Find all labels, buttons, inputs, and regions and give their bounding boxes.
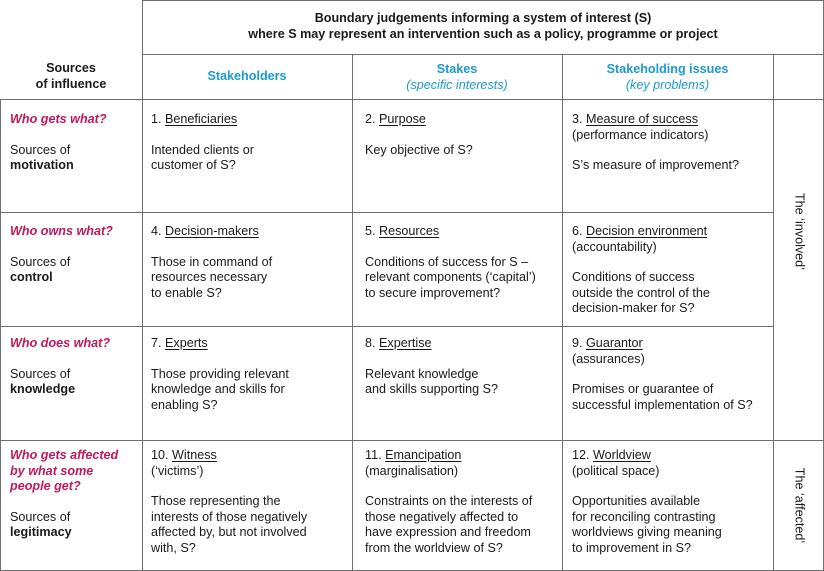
cell-body-line: to improvement in S? bbox=[572, 540, 691, 555]
row-label-motivation bbox=[10, 112, 107, 174]
cell-body-line: from the worldview of S? bbox=[365, 540, 503, 555]
column-subtitle: (key problems) bbox=[625, 77, 710, 92]
side-label-affected: The ‘affected’ bbox=[792, 467, 807, 544]
cell-title: Purpose bbox=[379, 112, 426, 126]
cell-subtitle: (political space) bbox=[572, 463, 660, 478]
row-question: Who does what? bbox=[10, 336, 111, 350]
row-source-prefix: Sources of bbox=[10, 142, 71, 157]
cell-body-line: Key objective of S? bbox=[365, 142, 473, 157]
column-header-divider bbox=[0, 99, 824, 100]
row-label-control bbox=[10, 224, 113, 286]
col-divider-3 bbox=[562, 54, 563, 571]
cell-title: Experts bbox=[165, 336, 208, 350]
row-question: Who owns what? bbox=[10, 224, 113, 238]
row-source-prefix: Sources of bbox=[10, 254, 71, 269]
cell-body-line: S’s measure of improvement? bbox=[572, 158, 740, 172]
cell-purpose bbox=[365, 112, 473, 158]
row-source-prefix: Sources of bbox=[10, 509, 71, 524]
cell-measure-of-success bbox=[572, 112, 739, 174]
cell-body-line: Conditions of success bbox=[572, 270, 695, 284]
corner-label bbox=[0, 61, 142, 92]
cell-number: 3. bbox=[572, 112, 583, 126]
corner-line-1: Sources bbox=[46, 61, 96, 75]
row-divider-3 bbox=[0, 440, 824, 441]
cell-number: 12. bbox=[572, 448, 590, 462]
cell-title: Measure of success bbox=[586, 112, 699, 126]
row-question: Who gets what? bbox=[10, 112, 107, 126]
column-header-stakeholding-issues bbox=[562, 62, 773, 93]
cell-title: Witness bbox=[172, 448, 217, 462]
cell-expertise bbox=[365, 336, 498, 398]
cell-body-line: Promises or guarantee of bbox=[572, 382, 714, 396]
cell-body-line: enabling S? bbox=[151, 397, 218, 412]
cell-title: Decision-makers bbox=[165, 224, 259, 238]
cell-title: Decision environment bbox=[586, 224, 708, 238]
corner-line-2: of influence bbox=[35, 76, 107, 91]
column-title: Stakes bbox=[436, 62, 478, 76]
cell-body-line: to secure improvement? bbox=[365, 285, 501, 300]
cell-body-line: outside the control of the bbox=[572, 285, 710, 300]
cell-body-line: to enable S? bbox=[151, 285, 222, 300]
header-title bbox=[142, 11, 824, 42]
cell-body-line: Intended clients or bbox=[151, 142, 254, 157]
cell-guarantor bbox=[572, 336, 753, 413]
cell-subtitle: (‘victims’) bbox=[151, 463, 204, 478]
cell-title: Guarantor bbox=[586, 336, 643, 350]
row-question: people get? bbox=[10, 479, 81, 493]
cell-number: 2. bbox=[365, 112, 376, 126]
cell-number: 4. bbox=[151, 224, 162, 238]
cell-body-line: Relevant knowledge bbox=[365, 366, 479, 381]
side-label-involved: The ‘involved’ bbox=[792, 192, 807, 270]
column-subtitle: (specific interests) bbox=[406, 77, 508, 92]
header-line-2: where S may represent an intervention such as a policy, programme or project bbox=[248, 26, 718, 41]
left-border bbox=[0, 99, 1, 571]
cell-body-line: and skills supporting S? bbox=[365, 382, 499, 396]
cell-body-line: those negatively affected to bbox=[365, 509, 519, 524]
cell-beneficiaries bbox=[151, 112, 254, 174]
row-label-legitimacy bbox=[10, 448, 118, 541]
cell-number: 11. bbox=[365, 448, 382, 462]
cell-title: Resources bbox=[379, 224, 440, 238]
row-label-knowledge bbox=[10, 336, 110, 398]
row-source: motivation bbox=[10, 158, 74, 172]
cell-subtitle: (assurances) bbox=[572, 351, 645, 366]
row-source: legitimacy bbox=[10, 525, 72, 539]
cell-body-line: knowledge and skills for bbox=[151, 382, 285, 396]
column-title: Stakeholders bbox=[207, 69, 287, 83]
cell-body-line: customer of S? bbox=[151, 158, 236, 172]
cell-title: Emancipation bbox=[385, 448, 462, 462]
cell-body-line: successful implementation of S? bbox=[572, 397, 753, 412]
cell-body-line: worldviews giving meaning bbox=[572, 525, 722, 539]
cell-subtitle: (marginalisation) bbox=[365, 463, 459, 478]
cell-number: 6. bbox=[572, 224, 583, 238]
cell-body-line: decision-maker for S? bbox=[572, 301, 695, 315]
cell-subtitle: (performance indicators) bbox=[572, 127, 709, 142]
col-divider-1 bbox=[142, 0, 143, 571]
row-source: knowledge bbox=[10, 382, 76, 396]
cell-witness bbox=[151, 448, 307, 556]
cell-body-line: with, S? bbox=[151, 540, 196, 555]
cell-resources bbox=[365, 224, 536, 301]
cell-body-line: relevant components (‘capital’) bbox=[365, 270, 536, 284]
cell-body-line: Those providing relevant bbox=[151, 366, 289, 381]
cell-subtitle: (accountability) bbox=[572, 239, 657, 254]
row-source-prefix: Sources of bbox=[10, 366, 71, 381]
cell-decision-makers bbox=[151, 224, 272, 301]
cell-title: Expertise bbox=[379, 336, 432, 350]
cell-emancipation bbox=[365, 448, 532, 556]
cell-number: 1. bbox=[151, 112, 162, 126]
top-border bbox=[142, 0, 824, 1]
cell-title: Worldview bbox=[593, 448, 651, 462]
row-divider-2 bbox=[0, 326, 773, 327]
col-divider-2 bbox=[352, 54, 353, 571]
cell-number: 7. bbox=[151, 336, 162, 350]
cell-number: 9. bbox=[572, 336, 583, 350]
cell-decision-environment bbox=[572, 224, 710, 317]
cell-body-line: Those representing the bbox=[151, 494, 281, 508]
cell-body-line: interests of those negatively bbox=[151, 509, 308, 524]
header-line-1: Boundary judgements informing a system of interest (S) bbox=[314, 11, 652, 25]
row-source: control bbox=[10, 270, 53, 284]
cell-body-line: Opportunities available bbox=[572, 494, 701, 508]
cell-body-line: affected by, but not involved bbox=[151, 525, 307, 539]
cell-body-line: have expression and freedom bbox=[365, 525, 531, 539]
cell-worldview bbox=[572, 448, 722, 556]
cell-experts bbox=[151, 336, 289, 413]
column-title: Stakeholding issues bbox=[606, 62, 729, 76]
cell-body-line: resources necessary bbox=[151, 270, 268, 284]
cell-body-line: Constraints on the interests of bbox=[365, 494, 533, 508]
row-question: by what some bbox=[10, 463, 94, 478]
cell-body-line: for reconciling contrasting bbox=[572, 509, 716, 524]
cell-number: 8. bbox=[365, 336, 376, 350]
column-header-stakes bbox=[352, 62, 562, 93]
row-question: Who gets affected bbox=[10, 448, 119, 462]
column-header-stakeholders bbox=[142, 69, 352, 85]
cell-body-line: Conditions of success for S – bbox=[365, 254, 529, 269]
header-divider bbox=[142, 54, 824, 55]
row-divider-1 bbox=[0, 212, 773, 213]
cell-body-line: Those in command of bbox=[151, 254, 273, 269]
cell-number: 10. bbox=[151, 448, 169, 462]
col-divider-4 bbox=[773, 54, 774, 571]
cell-number: 5. bbox=[365, 224, 376, 238]
cell-title: Beneficiaries bbox=[165, 112, 238, 126]
